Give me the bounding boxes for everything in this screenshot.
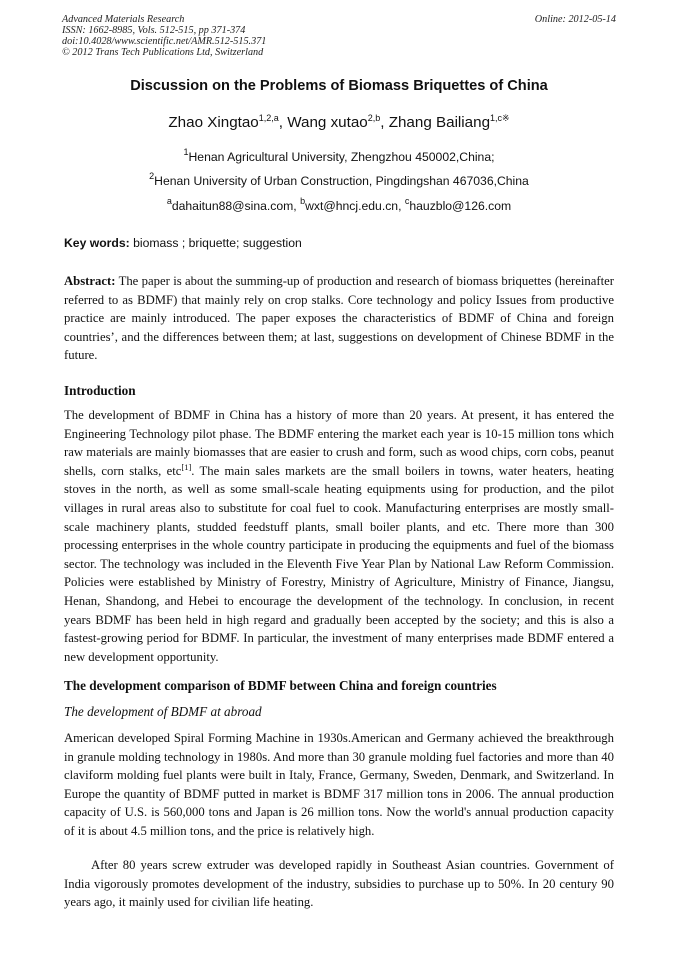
abstract-text: The paper is about the summing-up of production and research of biomass briquettes (hereinafter referred to as BDMF) that mainly rely on crop stalks. Core technology and policy Issues from productive practice are mainly introduced. The paper exposes the characteristics of BDMF of China and foreign countries’, and the differences between them; at last, suggestions on development of Chinese BDMF in the future.: [64, 274, 614, 363]
author-separator: ,: [380, 114, 389, 131]
author-name: Zhao Xingtao: [168, 114, 259, 131]
email-a[interactable]: dahaitun88@sina.com,: [171, 199, 301, 213]
author-sup: 1,2,a: [258, 113, 279, 123]
keywords: [64, 236, 302, 250]
email-c[interactable]: hauzblo@126.com: [409, 199, 512, 213]
citation-ref[interactable]: [1]: [181, 461, 192, 472]
author-emails: [0, 196, 678, 213]
affiliation-sup: 1: [183, 147, 189, 157]
keywords-text: biomass ; briquette; suggestion: [129, 236, 302, 250]
affiliation-text: Henan University of Urban Construction, Pingdingshan 467036,China: [154, 174, 529, 188]
author-list: [0, 114, 678, 131]
introduction-text: [64, 406, 614, 666]
journal-name: Advanced Materials Research: [62, 14, 185, 25]
email-sup: c: [404, 196, 410, 206]
author-sup: 2,b: [367, 113, 381, 123]
journal-header: [62, 14, 616, 58]
author-separator: ,: [278, 114, 288, 131]
author-name: Wang xutao: [287, 114, 368, 131]
author-name: Zhang Bailiang: [388, 114, 491, 131]
email-b[interactable]: wxt@hncj.edu.cn,: [305, 199, 405, 213]
paper-title: Discussion on the Problems of Biomass Briquettes of China: [130, 78, 548, 94]
subsection-heading: The development of BDMF at abroad: [64, 704, 262, 719]
section-paragraph-1: American developed Spiral Forming Machine in 1930s.American and Germany achieved the breakthrough in granule molding technology in 1980s. And more than 30 granule molding fuel factories and more than 40 claviform molding fuel plants were built in Italy, France, Germany, Sweden, Denmark, and Switzerland. In Europe the quantity of BDMF putted in market is BDMF 317 million tons in 2006. The annual production capacity of U.S. is 560,000 tons and Japan is 26 million tons. Now the world's annual production capacity of it is about 4.5 million tons, and the price is relatively high.: [64, 731, 614, 838]
abstract-label: Abstract:: [64, 274, 116, 288]
online-date: Online: 2012-05-14: [534, 14, 616, 25]
email-sup: b: [300, 196, 306, 206]
copyright-line: © 2012 Trans Tech Publications Ltd, Switzerland: [62, 47, 264, 58]
email-sup: a: [166, 196, 172, 206]
section-heading: The development comparison of BDMF between China and foreign countries: [64, 678, 497, 693]
affiliation-1: [0, 147, 678, 164]
doi-line[interactable]: doi:10.4028/www.scientific.net/AMR.512-515.371: [62, 36, 267, 47]
affiliation-text: Henan Agricultural University, Zhengzhou 450002,China;: [188, 150, 495, 164]
affiliation-2: [0, 171, 678, 188]
affiliation-sup: 2: [149, 171, 155, 181]
abstract: [64, 272, 614, 365]
author-sup: 1,c※: [490, 113, 510, 123]
section-paragraph-2: After 80 years screw extruder was developed rapidly in Southeast Asian countries. Government of India vigorously promotes development of the industry, subsidies to purchase up to 50%. In 20 century 90 years ago, it mainly used for civilian life heating.: [64, 858, 614, 910]
keywords-label: Key words:: [64, 236, 130, 250]
intro-text-part1: The development of BDMF in China has a history of more than 20 years. At present, it has entered the Engineering Technology pilot phase. The BDMF entering the market each year is 10-15 million tons which raw materials are mainly biomasses that are easier to crush and form, such as wood chips, corn cobs, peanut shells, corn stalks, etc: [64, 408, 614, 478]
intro-text-part2: . The main sales markets are the small boilers in towns, water heaters, heating stoves in the north, as well as some small-scale heating equipments using for production, and the pilot villages in rural areas also to substitute for coal fuel to cook. Manufacturing enterprises are mostly small-scale machinery plants, studded feedstuff plants, small boiler plants, and etc. There more than 300 processing enterprises in the whole country participate in producing the equipments and fuel of the biomass sector. The technology was included in the Eleventh Five Year Plan by National Law Reform Commission. Policies were established by Ministry of Forestry, Ministry of Agriculture, Ministry of Finance, Jiangsu, Henan, Shandong, and Hebei to encourage the development of the technology. In conclusion, in recent years BDMF has been held in high regard and gradually been accepted by the society; and this is also a fastest-growing period for BDMF. In particular, the investment of many enterprises made BDMF entered a new development opportunity.: [64, 463, 614, 664]
issn-line: ISSN: 1662-8985, Vols. 512-515, pp 371-374: [62, 25, 246, 36]
introduction-heading: Introduction: [64, 383, 136, 398]
